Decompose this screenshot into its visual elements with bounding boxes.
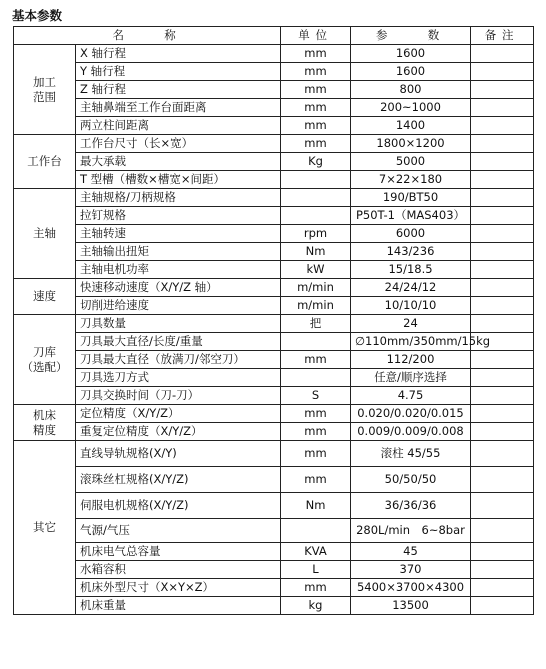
table-row [14, 189, 534, 207]
param-name: 伺服电机规格(X/Y/Z) [76, 493, 281, 519]
param-value: 36/36/36 [351, 493, 471, 519]
param-name: 定位精度（X/Y/Z） [76, 405, 281, 423]
param-note [471, 135, 534, 153]
param-unit: mm [281, 579, 351, 597]
param-unit: mm [281, 81, 351, 99]
table-row [14, 405, 534, 423]
param-unit: m/min [281, 297, 351, 315]
param-note [471, 207, 534, 225]
table-row [14, 561, 534, 579]
header-note: 备注 [471, 27, 534, 45]
page-title: 基本参数 [12, 8, 63, 23]
param-unit [281, 189, 351, 207]
param-value: 13500 [351, 597, 471, 615]
param-note [471, 45, 534, 63]
table-row [14, 153, 534, 171]
table-row [14, 441, 534, 467]
table-row [14, 369, 534, 387]
param-unit: kg [281, 597, 351, 615]
param-name: 刀具选刀方式 [76, 369, 281, 387]
param-name: 气源/气压 [76, 519, 281, 543]
param-unit: mm [281, 467, 351, 493]
param-value: 滚柱 45/55 [351, 441, 471, 467]
param-name: 主轴输出扭矩 [76, 243, 281, 261]
param-note [471, 81, 534, 99]
param-name: 主轴电机功率 [76, 261, 281, 279]
param-unit: m/min [281, 279, 351, 297]
param-unit: mm [281, 405, 351, 423]
param-unit: mm [281, 423, 351, 441]
table-row [14, 279, 534, 297]
param-note [471, 519, 534, 543]
spec-table [13, 26, 534, 615]
table-row [14, 81, 534, 99]
param-value: 45 [351, 543, 471, 561]
param-note [471, 369, 534, 387]
param-name: 机床电气总容量 [76, 543, 281, 561]
param-value: 112/200 [351, 351, 471, 369]
param-unit: mm [281, 441, 351, 467]
param-name: T 型槽（槽数×槽宽×间距） [76, 171, 281, 189]
param-name: 快速移动速度（X/Y/Z 轴） [76, 279, 281, 297]
header-params: 参 数 [351, 27, 471, 45]
param-value: 6000 [351, 225, 471, 243]
header-unit: 单位 [281, 27, 351, 45]
param-unit: S [281, 387, 351, 405]
param-unit: kW [281, 261, 351, 279]
param-value: 24/24/12 [351, 279, 471, 297]
param-unit: Kg [281, 153, 351, 171]
param-value: 4.75 [351, 387, 471, 405]
param-value: 5000 [351, 153, 471, 171]
table-row [14, 423, 534, 441]
param-name: 最大承载 [76, 153, 281, 171]
table-row [14, 597, 534, 615]
param-name: 水箱容积 [76, 561, 281, 579]
table-row [14, 207, 534, 225]
table-row [14, 117, 534, 135]
param-unit: Nm [281, 493, 351, 519]
table-row [14, 171, 534, 189]
table-row [14, 315, 534, 333]
param-name: 切削进给速度 [76, 297, 281, 315]
table-row [14, 351, 534, 369]
table-row [14, 243, 534, 261]
category-cell: 其它 [14, 441, 76, 615]
param-unit [281, 333, 351, 351]
param-unit: mm [281, 117, 351, 135]
param-unit: Nm [281, 243, 351, 261]
param-note [471, 315, 534, 333]
param-note [471, 279, 534, 297]
param-note [471, 99, 534, 117]
param-name: 滚珠丝杠规格(X/Y/Z) [76, 467, 281, 493]
table-row [14, 493, 534, 519]
param-name: 刀具交换时间（刀-刀） [76, 387, 281, 405]
table-row [14, 45, 534, 63]
param-value: P50T-1（MAS403） [351, 207, 471, 225]
param-note [471, 543, 534, 561]
param-value: 800 [351, 81, 471, 99]
param-note [471, 493, 534, 519]
param-value: ∅110mm/350mm/15kg [351, 333, 471, 351]
table-row [14, 225, 534, 243]
param-name: 直线导轨规格(X/Y) [76, 441, 281, 467]
param-note [471, 153, 534, 171]
category-cell: 速度 [14, 279, 76, 315]
param-note [471, 561, 534, 579]
param-value: 1600 [351, 45, 471, 63]
param-unit: mm [281, 63, 351, 81]
table-row [14, 261, 534, 279]
param-note [471, 597, 534, 615]
category-cell: 加工 范围 [14, 45, 76, 135]
param-value: 190/BT50 [351, 189, 471, 207]
param-value: 143/236 [351, 243, 471, 261]
param-unit: rpm [281, 225, 351, 243]
param-note [471, 225, 534, 243]
category-cell: 刀库 （选配） [14, 315, 76, 405]
param-unit: KVA [281, 543, 351, 561]
category-cell: 主轴 [14, 189, 76, 279]
param-note [471, 117, 534, 135]
param-value: 0.009/0.009/0.008 [351, 423, 471, 441]
param-value: 15/18.5 [351, 261, 471, 279]
param-unit: mm [281, 99, 351, 117]
category-cell: 工作台 [14, 135, 76, 189]
param-unit [281, 369, 351, 387]
table-row [14, 387, 534, 405]
param-value: 5400×3700×4300 [351, 579, 471, 597]
param-name: 主轴鼻端至工作台面距离 [76, 99, 281, 117]
table-row [14, 579, 534, 597]
param-value: 1600 [351, 63, 471, 81]
table-row [14, 467, 534, 493]
param-name: 工作台尺寸（长×宽） [76, 135, 281, 153]
param-note [471, 243, 534, 261]
param-note [471, 189, 534, 207]
param-unit: L [281, 561, 351, 579]
param-value: 370 [351, 561, 471, 579]
param-value: 280L/min 6~8bar [351, 519, 471, 543]
param-name: 机床外型尺寸（X×Y×Z） [76, 579, 281, 597]
param-value: 0.020/0.020/0.015 [351, 405, 471, 423]
param-unit [281, 207, 351, 225]
param-name: X 轴行程 [76, 45, 281, 63]
param-value: 50/50/50 [351, 467, 471, 493]
param-name: 刀具数量 [76, 315, 281, 333]
param-note [471, 63, 534, 81]
header-name: 名 称 [14, 27, 281, 45]
param-unit [281, 519, 351, 543]
param-note [471, 351, 534, 369]
spec-body [14, 45, 534, 615]
param-name: 两立柱间距离 [76, 117, 281, 135]
table-row [14, 519, 534, 543]
param-unit: 把 [281, 315, 351, 333]
param-name: Z 轴行程 [76, 81, 281, 99]
category-cell: 机床 精度 [14, 405, 76, 441]
param-value: 7×22×180 [351, 171, 471, 189]
param-name: 主轴规格/刀柄规格 [76, 189, 281, 207]
param-note [471, 441, 534, 467]
header-row [14, 27, 534, 45]
param-note [471, 405, 534, 423]
param-value: 任意/顺序选择 [351, 369, 471, 387]
param-value: 1800×1200 [351, 135, 471, 153]
param-note [471, 579, 534, 597]
param-unit [281, 171, 351, 189]
param-note [471, 467, 534, 493]
param-name: Y 轴行程 [76, 63, 281, 81]
table-row [14, 135, 534, 153]
param-name: 重复定位精度（X/Y/Z） [76, 423, 281, 441]
param-note [471, 261, 534, 279]
param-name: 刀具最大直径（放满刀/邻空刀） [76, 351, 281, 369]
param-name: 拉钉规格 [76, 207, 281, 225]
table-row [14, 63, 534, 81]
param-name: 机床重量 [76, 597, 281, 615]
param-note [471, 423, 534, 441]
param-name: 主轴转速 [76, 225, 281, 243]
table-row [14, 99, 534, 117]
table-row [14, 543, 534, 561]
table-row [14, 333, 534, 351]
param-note [471, 297, 534, 315]
param-value: 1400 [351, 117, 471, 135]
param-note [471, 171, 534, 189]
param-note [471, 387, 534, 405]
table-row [14, 297, 534, 315]
param-unit: mm [281, 135, 351, 153]
param-unit: mm [281, 351, 351, 369]
param-value: 200~1000 [351, 99, 471, 117]
param-name: 刀具最大直径/长度/重量 [76, 333, 281, 351]
param-value: 24 [351, 315, 471, 333]
param-unit: mm [281, 45, 351, 63]
param-value: 10/10/10 [351, 297, 471, 315]
